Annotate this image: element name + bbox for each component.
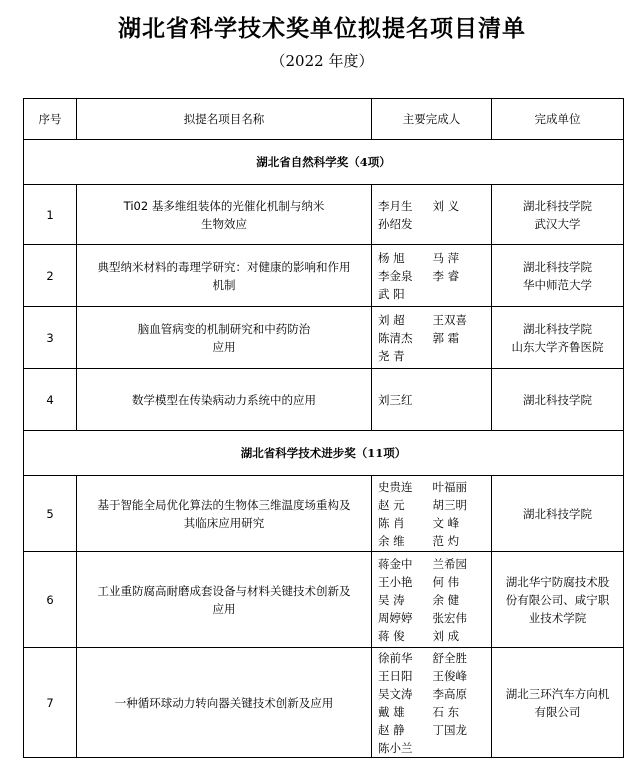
person-name: 蒋金中 [378, 556, 413, 571]
header-no: 序号 [24, 99, 77, 140]
unit-line: 业技术学院 [528, 610, 587, 625]
person-name: 武 阳 [378, 286, 405, 301]
unit-line: 湖北三环汽车方向机 [505, 686, 610, 701]
person-name: 刘 义 [432, 198, 460, 213]
cell-persons [372, 307, 492, 369]
unit-line: 武汉大学 [534, 216, 581, 231]
person-name: 吴 涛 [378, 592, 405, 607]
project-name-line: 数学模型在传染病动力系统中的应用 [132, 392, 316, 407]
unit-line: 湖北科技学院 [523, 198, 592, 213]
person-line [378, 591, 487, 609]
header-main-persons: 主要完成人 [372, 99, 492, 140]
person-name: 王小艳 [378, 574, 413, 589]
person-name: 蒋 俊 [378, 628, 405, 643]
person-name: 余 维 [378, 533, 405, 548]
person-line [378, 627, 487, 645]
person-name: 舒全胜 [432, 650, 467, 665]
person-name: 尧 青 [378, 348, 405, 363]
cell-no: 2 [24, 245, 77, 307]
person-name: 胡三明 [432, 497, 467, 512]
person-line [378, 739, 487, 757]
person-line [378, 514, 487, 532]
section-heading: 湖北省自然科学奖（4项） [24, 140, 624, 185]
person-name: 陈 肖 [378, 515, 405, 530]
person-line [378, 667, 487, 685]
header-project-name: 拟提名项目名称 [77, 99, 372, 140]
person-name: 史贵连 [378, 479, 413, 494]
project-name-line: 工业重防腐高耐磨成套设备与材料关键技术创新及 [97, 583, 351, 598]
person-line [378, 721, 487, 739]
person-name: 王双喜 [432, 312, 467, 327]
table-row [24, 307, 624, 369]
person-name: 吴文涛 [378, 686, 413, 701]
project-name-line: 典型纳米材料的毒理学研究：对健康的影响和作用 [97, 259, 351, 274]
person-line [378, 649, 487, 667]
person-line [378, 703, 487, 721]
cell-unit [492, 476, 624, 552]
table-body [24, 140, 624, 758]
page-subtitle: （2022 年度） [270, 52, 374, 70]
person-name: 李高原 [432, 686, 467, 701]
person-name: 范 灼 [432, 533, 460, 548]
table-row [24, 369, 624, 431]
unit-line: 山东大学齐鲁医院 [511, 339, 604, 354]
person-line [378, 609, 487, 627]
person-name: 郭 霜 [432, 330, 460, 345]
table-row [24, 245, 624, 307]
person-name: 何 伟 [432, 574, 460, 589]
project-name-line: 应用 [212, 601, 236, 616]
person-name: 王日阳 [378, 668, 413, 683]
cell-no: 1 [24, 185, 77, 245]
cell-persons [372, 648, 492, 758]
unit-line: 湖北华宁防腐技术股 [505, 574, 610, 589]
person-name: 李月生 [378, 198, 413, 213]
cell-no: 3 [24, 307, 77, 369]
cell-project-name [77, 476, 372, 552]
project-name-line: 脑血管病变的机制研究和中药防治 [137, 321, 311, 336]
person-line [378, 391, 487, 409]
person-name: 杨 旭 [378, 250, 405, 265]
project-table [23, 98, 624, 758]
person-name: 李金泉 [378, 268, 413, 283]
project-name-line: 机制 [212, 277, 236, 292]
person-name: 陈小兰 [378, 740, 413, 755]
person-name: 王俊峰 [432, 668, 467, 683]
person-name: 文 峰 [432, 515, 460, 530]
page-title: 湖北省科学技术奖单位拟提名项目清单 [118, 15, 526, 42]
person-line [378, 532, 487, 550]
person-name: 孙绍发 [378, 216, 413, 231]
project-name-line: 其临床应用研究 [183, 515, 265, 530]
person-line [378, 496, 487, 514]
cell-unit [492, 648, 624, 758]
header-unit: 完成单位 [492, 99, 624, 140]
table-row [24, 648, 624, 758]
person-line [378, 267, 487, 285]
unit-line: 湖北科技学院 [523, 259, 592, 274]
person-name: 周婷婷 [378, 610, 413, 625]
cell-project-name [77, 369, 372, 431]
cell-no: 7 [24, 648, 77, 758]
cell-project-name [77, 552, 372, 648]
person-line [378, 249, 487, 267]
person-name: 陈清杰 [378, 330, 413, 345]
cell-unit [492, 245, 624, 307]
person-line [378, 347, 487, 365]
project-name-line: 基于智能全局优化算法的生物体三维温度场重构及 [97, 497, 351, 512]
person-line [378, 685, 487, 703]
person-name: 戴 雄 [378, 704, 405, 719]
section-row [24, 431, 624, 476]
table-header-row [24, 99, 624, 140]
unit-line: 份有限公司、咸宁职 [505, 592, 610, 607]
cell-no: 5 [24, 476, 77, 552]
person-line [378, 197, 487, 215]
cell-project-name [77, 245, 372, 307]
unit-line: 湖北科技学院 [523, 392, 592, 407]
cell-unit [492, 369, 624, 431]
person-name: 徐前华 [378, 650, 413, 665]
cell-project-name [77, 648, 372, 758]
person-name: 张宏伟 [432, 610, 467, 625]
section-heading: 湖北省科学技术进步奖（11项） [24, 431, 624, 476]
person-line [378, 329, 487, 347]
person-name: 余 健 [432, 592, 460, 607]
cell-no: 4 [24, 369, 77, 431]
cell-persons [372, 476, 492, 552]
table-row [24, 552, 624, 648]
person-name: 丁国龙 [432, 722, 467, 737]
cell-project-name [77, 185, 372, 245]
person-name: 兰希园 [432, 556, 467, 571]
person-name: 石 东 [432, 704, 460, 719]
cell-unit [492, 307, 624, 369]
person-line [378, 285, 487, 303]
person-line [378, 555, 487, 573]
cell-persons [372, 369, 492, 431]
project-name-line: 一种循环球动力转向器关键技术创新及应用 [114, 695, 334, 710]
project-name-line: 生物效应 [201, 216, 247, 231]
section-row [24, 140, 624, 185]
person-name: 刘 成 [432, 628, 460, 643]
person-name: 赵 静 [378, 722, 405, 737]
table-row [24, 476, 624, 552]
table-row [24, 185, 624, 245]
person-name: 叶福丽 [432, 479, 467, 494]
person-name: 刘 超 [378, 312, 405, 327]
person-line [378, 311, 487, 329]
unit-line: 湖北科技学院 [523, 321, 592, 336]
cell-persons [372, 245, 492, 307]
cell-persons [372, 552, 492, 648]
unit-line: 华中师范大学 [523, 277, 592, 292]
person-name: 李 睿 [432, 268, 460, 283]
cell-persons [372, 185, 492, 245]
project-name-line: 应用 [212, 339, 236, 354]
cell-unit [492, 185, 624, 245]
person-name: 赵 元 [378, 497, 405, 512]
cell-unit [492, 552, 624, 648]
cell-no: 6 [24, 552, 77, 648]
cell-project-name [77, 307, 372, 369]
person-name: 刘三红 [378, 392, 413, 407]
person-line [378, 573, 487, 591]
unit-line: 有限公司 [534, 704, 581, 719]
person-line [378, 478, 487, 496]
project-name-line: Ti02 基多维组装体的光催化机制与纳米 [123, 198, 325, 213]
person-line [378, 215, 487, 233]
person-name: 马 萍 [432, 250, 460, 265]
unit-line: 湖北科技学院 [523, 506, 592, 521]
